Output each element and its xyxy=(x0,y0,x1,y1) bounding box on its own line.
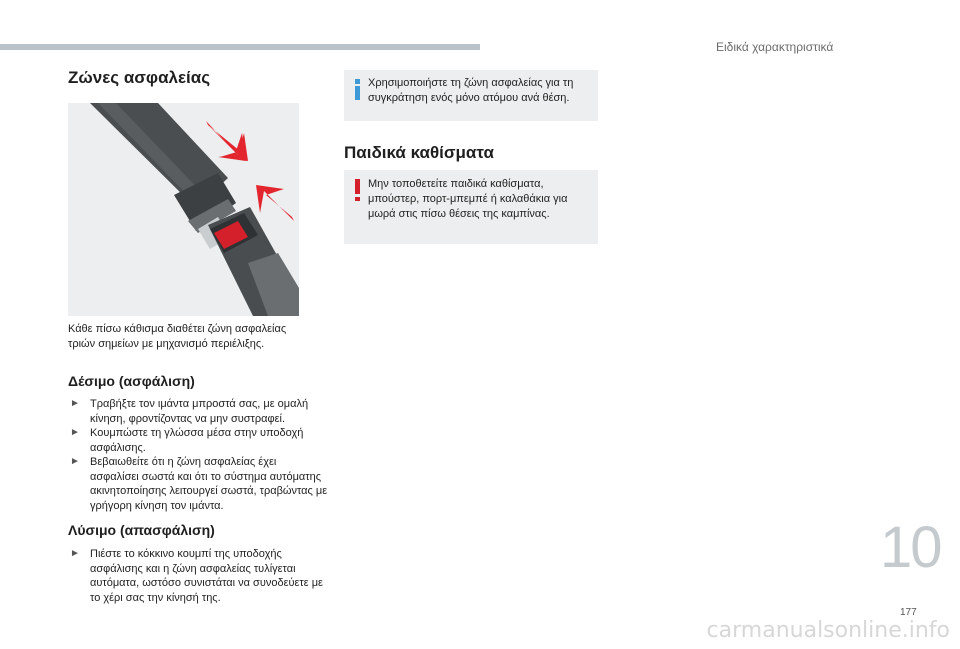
child-seats-title: Παιδικά καθίσματα xyxy=(344,143,494,162)
warning-note-text: Μην τοποθετείτε παιδικά καθίσματα, μπούστερ, πορτ-μπεμπέ ή καλαθάκια για μωρά στις πίσω θέσεις της καμπίνας. xyxy=(368,178,568,220)
list-item: ► Τραβήξτε τον ιμάντα μπροστά σας, με ομαλή κίνηση, φροντίζοντας να μην συστραφεί. xyxy=(70,398,309,425)
arrow-bullet-icon: ► xyxy=(70,548,80,559)
fasten-heading: Δέσιμο (ασφάλιση) xyxy=(68,373,195,389)
release-list xyxy=(68,547,328,605)
list-item: ► Πιέστε το κόκκινο κουμπί της υποδοχής ασφάλισης και η ζώνη ασφαλείας τυλίγεται αυτόματα, ωστόσο συνιστάται να συνοδεύετε με το χέρι σας την κίνησή της. xyxy=(70,548,323,604)
page-number: 177 xyxy=(900,607,917,618)
arrow-bullet-icon: ► xyxy=(70,456,80,467)
list-item: ► Κουμπώστε τη γλώσσα μέσα στην υποδοχή ασφάλισης. xyxy=(70,427,304,454)
chapter-number: 10 xyxy=(880,515,941,580)
warning-note-box xyxy=(344,170,598,244)
arrow-bullet-icon: ► xyxy=(70,398,80,409)
info-icon xyxy=(355,79,360,99)
arrow-bullet-icon: ► xyxy=(70,427,80,438)
release-heading: Λύσιμο (απασφάλιση) xyxy=(68,522,215,538)
seatbelt-buckle-image xyxy=(68,103,299,316)
fasten-list xyxy=(68,397,328,513)
warning-icon xyxy=(355,179,360,201)
watermark: carmanualsonline.info xyxy=(706,618,950,643)
seatbelt-illustration xyxy=(68,103,299,316)
info-note-box xyxy=(344,70,598,121)
info-note-text: Χρησιμοποιήστε τη ζώνη ασφαλείας για τη συγκράτηση ενός μόνο ατόμου ανά θέση. xyxy=(368,77,574,104)
page-title: Ζώνες ασφαλείας xyxy=(68,68,211,87)
arrow-up-icon xyxy=(256,185,294,221)
list-item: ► Βεβαιωθείτε ότι η ζώνη ασφαλείας έχει ασφαλίσει σωστά και ότι το σύστημα αυτόματης ακινητοποίησης λειτουργεί σωστά, τραβώντας με γρήγορη κίνηση τον ιμάντα. xyxy=(70,456,328,512)
seatbelt-caption: Κάθε πίσω κάθισμα διαθέτει ζώνη ασφαλείας τριών σημείων με μηχανισμό περιέλιξης. xyxy=(68,323,287,350)
section-label: Ειδικά χαρακτηριστικά xyxy=(716,40,834,54)
top-accent-bar xyxy=(0,44,480,50)
